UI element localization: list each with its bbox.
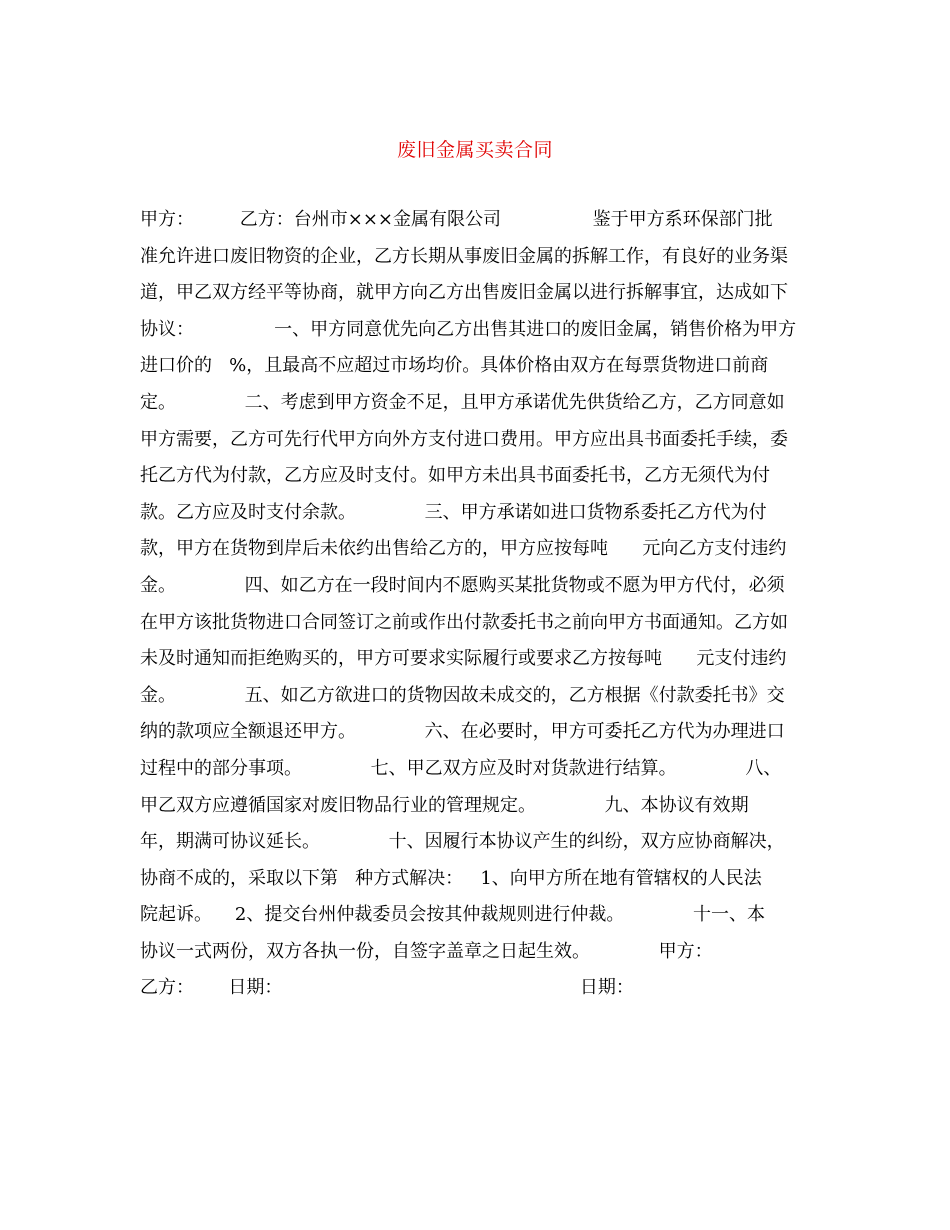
contract-line: 道，甲乙双方经平等协商，就甲方向乙方出售废旧金属以进行拆解事宜，达成如下 [140, 282, 788, 304]
contract-line: 在甲方该批货物进口合同签订之前或作出付款委托书之前向甲方书面通知。乙方如 [140, 611, 788, 633]
contract-line: 纳的款项应全额退还甲方。 六、在必要时，甲方可委托乙方代为办理进口 [140, 721, 785, 743]
contract-line: 过程中的部分事项。 七、甲乙双方应及时对货款进行结算。 八、 [140, 757, 782, 779]
contract-body [140, 202, 812, 1007]
contract-line: 院起诉。 2、提交台州仲裁委员会按其仲裁规则进行仲裁。 十一、本 [140, 904, 765, 926]
contract-line: 定。 二、考虑到甲方资金不足，且甲方承诺优先供货给乙方，乙方同意如 [140, 391, 785, 413]
contract-line: 年，期满可协议延长。 十、因履行本协议产生的纠纷，双方应协商解决， [140, 831, 785, 853]
contract-line: 托乙方代为付款，乙方应及时支付。如甲方未出具书面委托书，乙方无须代为付 [140, 465, 770, 487]
contract-line: 款，甲方在货物到岸后未依约出售给乙方的，甲方应按每吨 元向乙方支付违约 [140, 538, 787, 560]
contract-line: 进口价的 %，且最高不应超过市场均价。具体价格由双方在每票货物进口前商 [140, 355, 769, 377]
contract-line: 协议： 一、甲方同意优先向乙方出售其进口的废旧金属，销售价格为甲方 [140, 318, 797, 340]
document-title: 废旧金属买卖合同 [396, 139, 553, 161]
contract-line: 乙方： 日期： 日期： [140, 977, 634, 999]
contract-line: 款。乙方应及时支付余款。 三、甲方承诺如进口货物系委托乙方代为付 [140, 501, 767, 523]
contract-line: 甲方需要，乙方可先行代甲方向外方支付进口费用。甲方应出具书面委托手续，委 [140, 428, 788, 450]
contract-line: 协商不成的，采取以下第 种方式解决： 1、向甲方所在地有管辖权的人民法 [140, 867, 762, 889]
contract-line: 准允许进口废旧物资的企业，乙方长期从事废旧金属的拆解工作，有良好的业务渠 [140, 245, 788, 267]
contract-line: 甲方： 乙方：台州市×××金属有限公司 鉴于甲方系环保部门批 [140, 209, 773, 230]
contract-line: 甲乙双方应遵循国家对废旧物品行业的管理规定。 九、本协议有效期 [140, 794, 749, 816]
contract-line: 金。 五、如乙方欲进口的货物因故未成交的，乙方根据《付款委托书》交 [140, 684, 785, 706]
contract-line: 金。 四、如乙方在一段时间内不愿购买某批货物或不愿为甲方代付，必须 [140, 574, 785, 596]
contract-line: 协议一式两份，双方各执一份，自签字盖章之日起生效。 甲方： [140, 940, 713, 962]
contract-line: 未及时通知而拒绝购买的，甲方可要求实际履行或要求乙方按每吨 元支付违约 [140, 648, 787, 670]
